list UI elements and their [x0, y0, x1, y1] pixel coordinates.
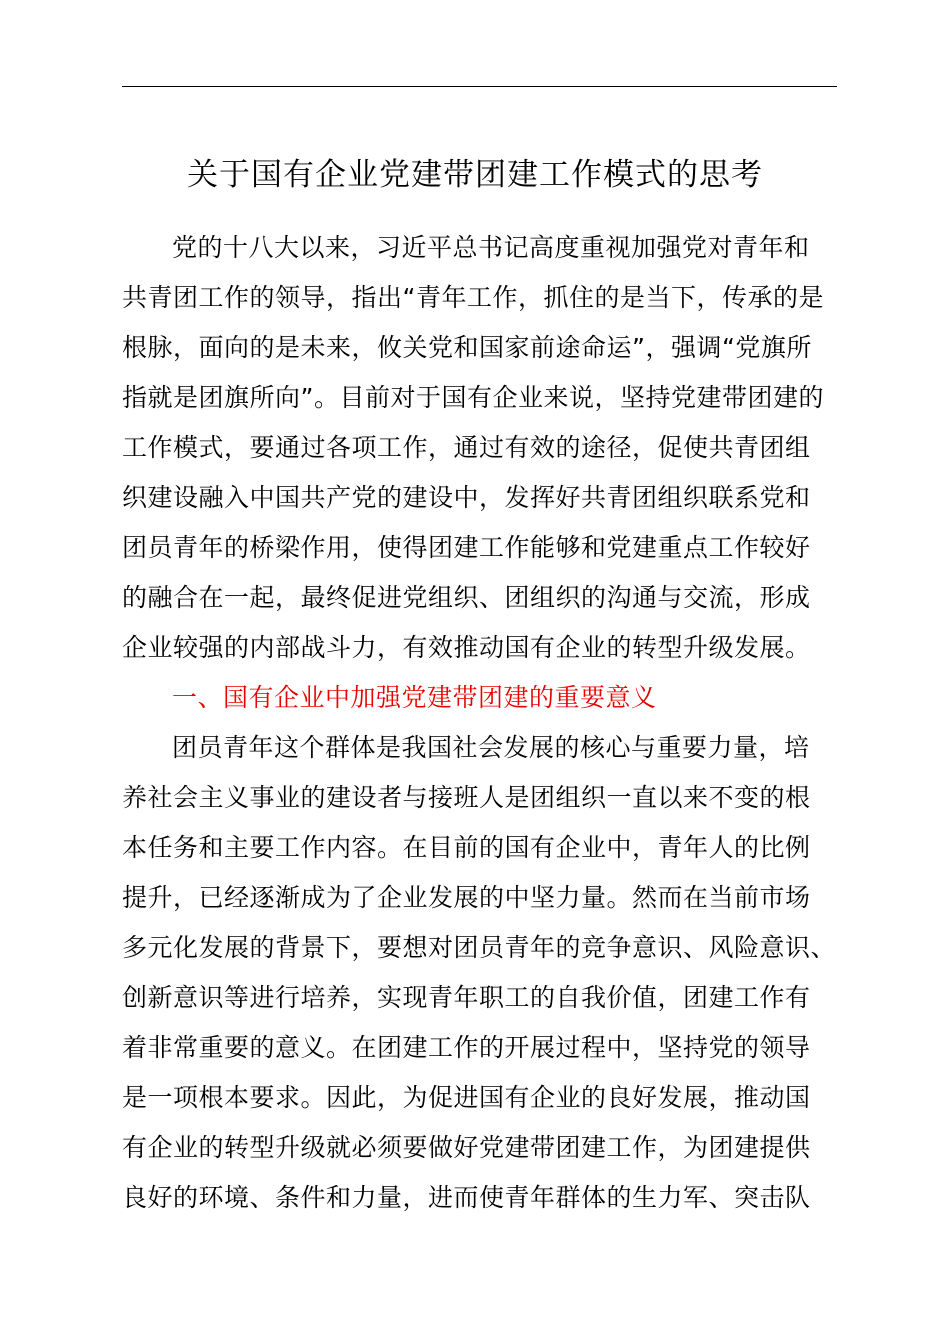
body-line: 党的十八大以来，习近平总书记高度重视加强党对青年和	[172, 233, 810, 262]
body-line: 根脉，面向的是未来，攸关党和国家前途命运”，强调“党旗所	[122, 333, 812, 362]
header-rule	[122, 86, 837, 87]
body-line: 着非常重要的意义。在团建工作的开展过程中，坚持党的领导	[122, 1033, 811, 1062]
body-line: 良好的环境、条件和力量，进而使青年群体的生力军、突击队	[122, 1183, 811, 1212]
document-title: 关于国有企业党建带团建工作模式的思考	[187, 157, 763, 193]
body-line: 的融合在一起，最终促进党组织、团组织的沟通与交流，形成	[122, 583, 811, 612]
body-line: 织建设融入中国共产党的建设中，发挥好共青团组织联系党和	[122, 483, 811, 512]
body-line: 本任务和主要工作内容。在目前的国有企业中，青年人的比例	[122, 833, 811, 862]
section-heading: 一、国有企业中加强党建带团建的重要意义	[172, 683, 657, 712]
body-line: 工作模式，要通过各项工作，通过有效的途径，促使共青团组	[122, 433, 811, 462]
body-line: 团员青年这个群体是我国社会发展的核心与重要力量，培	[172, 733, 810, 762]
body-line: 提升，已经逐渐成为了企业发展的中坚力量。然而在当前市场	[122, 883, 811, 912]
body-line: 多元化发展的背景下，要想对团员青年的竞争意识、风险意识、	[122, 933, 837, 962]
body-line: 指就是团旗所向”。目前对于国有企业来说，坚持党建带团建的	[122, 383, 824, 412]
body-line: 共青团工作的领导，指出“青年工作，抓住的是当下，传承的是	[122, 283, 824, 312]
body-line: 有企业的转型升级就必须要做好党建带团建工作，为团建提供	[122, 1133, 811, 1162]
body-line: 团员青年的桥梁作用，使得团建工作能够和党建重点工作较好	[122, 533, 811, 562]
body-line: 企业较强的内部战斗力，有效推动国有企业的转型升级发展。	[122, 633, 811, 662]
body-line: 创新意识等进行培养，实现青年职工的自我价值，团建工作有	[122, 983, 811, 1012]
body-line: 是一项根本要求。因此，为促进国有企业的良好发展，推动国	[122, 1083, 811, 1112]
body-line: 养社会主义事业的建设者与接班人是团组织一直以来不变的根	[122, 783, 811, 812]
